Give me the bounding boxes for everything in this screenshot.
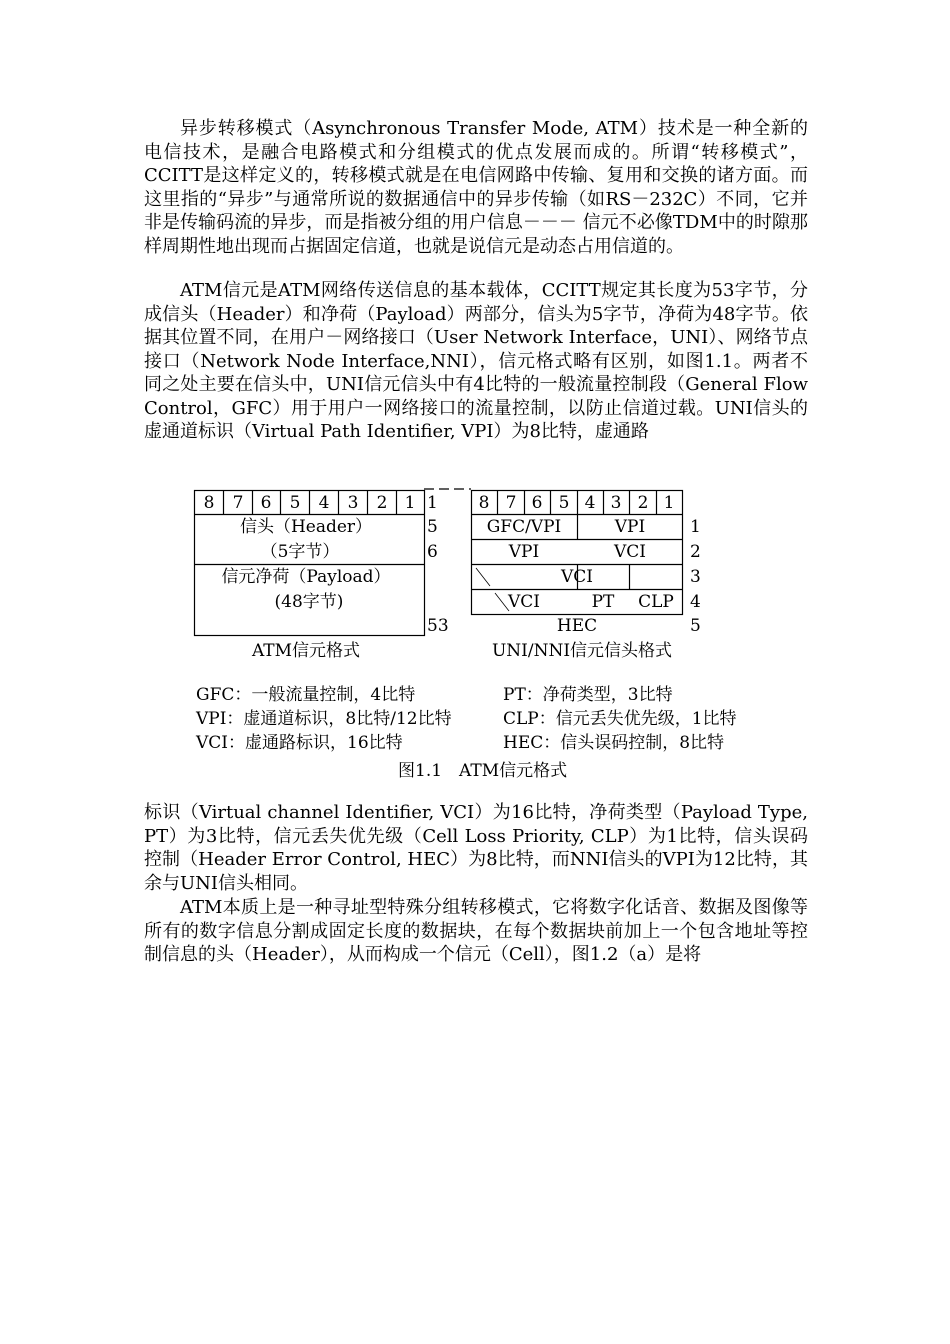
header-size-label: （5字节）	[260, 542, 340, 562]
left-row-53: 53	[427, 616, 449, 636]
legend-pt: PT：净荷类型，3比特	[503, 685, 673, 705]
right-caption: UNI/NNI信元信头格式	[491, 641, 673, 661]
payload-size-label: (48字节)	[274, 592, 344, 612]
right-row-1: 1	[690, 517, 701, 537]
header-label: 信头（Header）	[239, 517, 373, 537]
right-bit-3: 3	[610, 493, 622, 513]
payload-label: 信元净荷（Payload）	[221, 567, 391, 587]
left-bit-2: 2	[376, 493, 388, 513]
left-bit-8: 8	[203, 493, 215, 513]
paragraph-vci-continued: 标识（Virtual channel Identifier, VCI）为16比特，净荷类型（Payload Type, PT）为3比特，信元丢失优先级（Cell Loss Priority, CLP）为1比特，信头误码控制（Header Error Control, HEC）为8比特，而NNI信头的VPI为12比特，其余与UNI信头相同。	[144, 802, 808, 894]
left-bit-3: 3	[347, 493, 359, 513]
left-row-1: 1	[427, 493, 438, 513]
left-bit-5: 5	[289, 493, 301, 513]
paragraph-atm-essence: ATM本质上是一种寻址型特殊分组转移模式，它将数字化话音、数据及图像等所有的数字信息分割成固定长度的数据块，在每个数据块前加上一个包含地址等控制信息的头（Header），从而构成一个信元（Cell），图1.2（a）是将	[144, 897, 808, 965]
right-row-5: 5	[690, 616, 701, 636]
right-bit-8: 8	[478, 493, 490, 513]
legend-vpi: VPI：虚通道标识，8比特/12比特	[196, 709, 452, 729]
field-vci-2: VCI	[561, 567, 593, 587]
legend-hec: HEC：信头误码控制，8比特	[503, 733, 725, 753]
right-row-4: 4	[690, 592, 701, 612]
field-vpi-1: VPI	[614, 517, 646, 537]
paragraph-intro: 异步转移模式（Asynchronous Transfer Mode, ATM）技术是一种全新的电信技术，是融合电路模式和分组模式的优点发展而成的。所谓“转移模式”，CCITT是这样定义的，转移模式就是在电信网路中传输、复用和交换的诸方面。而这里指的“异步”与通常所说的数据通信中的异步传输（如RS－232C）不同，它并非是传输码流的异步，而是指被分组的用户信息－－－ 信元不必像TDM中的时隙那样周期性地出现而占据固定信道，也就是说信元是动态占用信道的。	[144, 118, 808, 257]
field-clp: CLP	[638, 592, 674, 612]
legend-gfc: GFC：一般流量控制，4比特	[196, 685, 416, 705]
left-bit-6: 6	[260, 493, 272, 513]
atm-cell-format-figure	[180, 486, 740, 666]
cell-format-diagram	[180, 486, 740, 666]
left-row-5: 5	[427, 517, 438, 537]
right-bit-7: 7	[505, 493, 517, 513]
left-bit-1: 1	[404, 493, 416, 513]
right-row-3: 3	[690, 567, 701, 587]
right-bit-1: 1	[663, 493, 675, 513]
legend-vci: VCI：虚通路标识，16比特	[196, 733, 403, 753]
right-bit-6: 6	[531, 493, 543, 513]
right-bit-2: 2	[637, 493, 649, 513]
legend-left-column	[196, 683, 452, 755]
field-pt: PT	[591, 592, 615, 612]
left-bit-4: 4	[318, 493, 330, 513]
right-bit-4: 4	[584, 493, 596, 513]
right-bit-5: 5	[558, 493, 570, 513]
legend-right-column	[503, 683, 737, 755]
field-hec: HEC	[556, 616, 598, 636]
left-caption: ATM信元格式	[251, 641, 361, 661]
figure-caption: 图1.1 ATM信元格式	[398, 761, 568, 781]
paragraph-atm-cell: ATM信元是ATM网络传送信息的基本载体，CCITT规定其长度为53字节，分成信头（Header）和净荷（Payload）两部分，信头为5字节，净荷为48字节。依据其位置不同，在用户－网络接口（User Network Interface，UNI）、网络节点接口（Network Node Interface,NNI），信元格式略有区别，如图1.1。两者不同之处主要在信头中，UNI信元信头中有4比特的一般流量控制段（General Flow Control，GFC）用于用户一网络接口的流量控制，以防止信道过载。UNI信头的虚通道标识（Virtual Path Identifier, VPI）为8比特，虚通路	[144, 280, 808, 442]
legend-clp: CLP：信元丢失优先级，1比特	[503, 709, 737, 729]
field-vpi-2: VPI	[508, 542, 540, 562]
field-gfc-vpi: GFC/VPI	[486, 517, 562, 537]
left-row-6: 6	[427, 542, 438, 562]
right-row-2: 2	[690, 542, 701, 562]
field-vci-1: VCI	[614, 542, 646, 562]
left-bit-7: 7	[232, 493, 244, 513]
field-vci-3: VCI	[508, 592, 540, 612]
